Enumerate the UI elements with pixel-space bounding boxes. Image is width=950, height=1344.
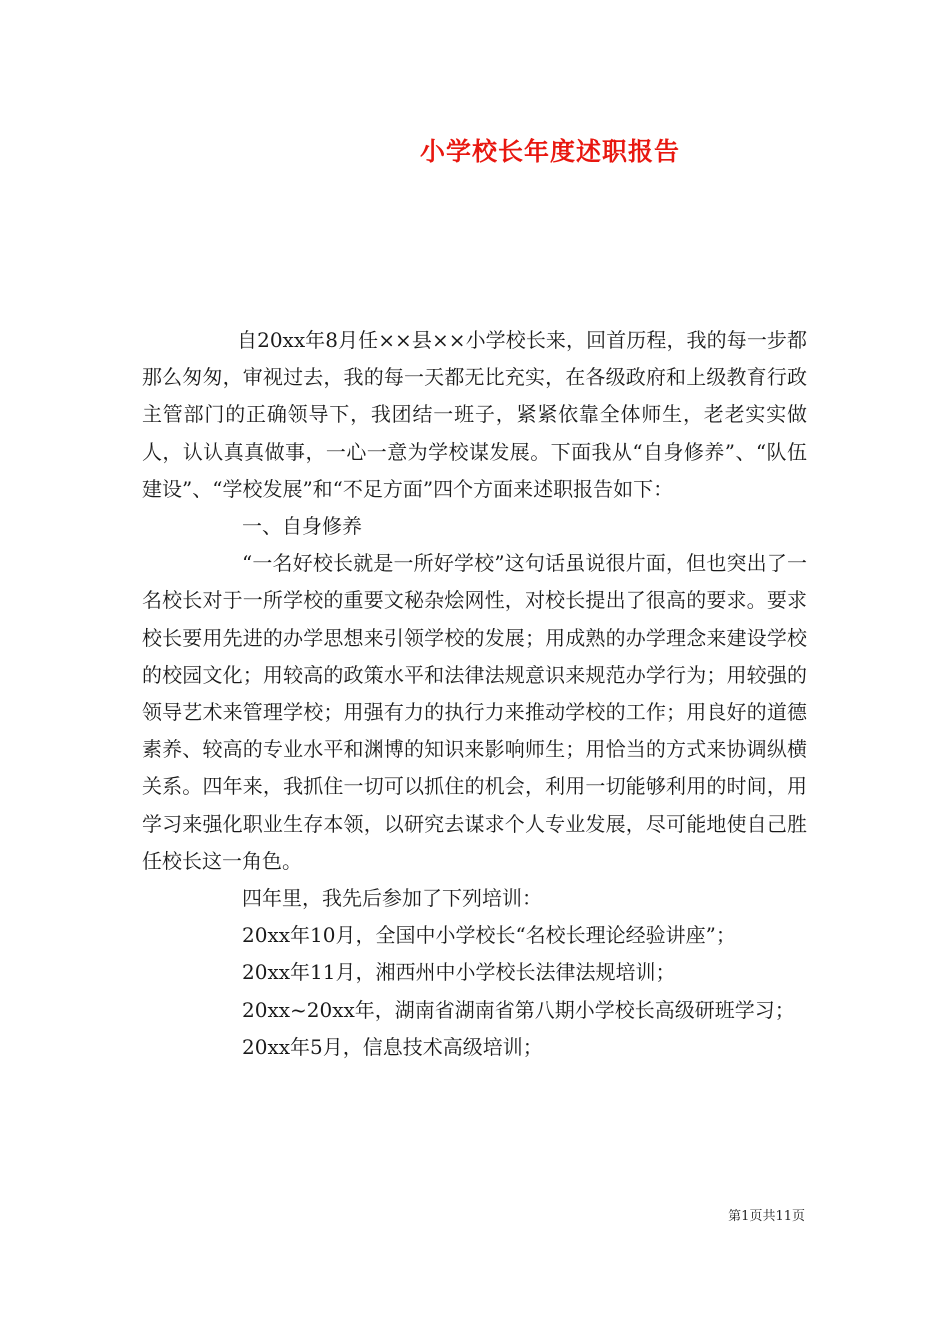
intro-paragraph: 自20xx年8月任××县××小学校长来，回首历程，我的每一步都那么匆匆，审视过去，我的每一天都无比充实，在各级政府和上级教育行政主管部门的正确领导下，我团结一班子，紧紧依靠全体师生，老老实实做人，认认真真做事，一心一意为学校谋发展。下面我从“自身修养”、“队伍建设”、“学校发展”和“不足方面”四个方面来述职报告如下： <box>142 328 807 501</box>
training-item: 20xx年5月，信息技术高级培训； <box>242 1034 543 1059</box>
page-number: 第1页共11页 <box>728 1209 805 1224</box>
training-item: 20xx~20xx年，湖南省湖南省第八期小学校长高级研班学习； <box>242 997 795 1022</box>
section-heading: 一、自身修养 <box>242 514 362 539</box>
document-body <box>142 322 807 1066</box>
training-item: 20xx年11月，湘西州中小学校长法律法规培训； <box>242 960 676 985</box>
training-item: 20xx年10月，全国中小学校长“名校长理论经验讲座”； <box>242 923 736 948</box>
document-title: 小学校长年度述职报告 <box>419 137 680 166</box>
training-intro: 四年里，我先后参加了下列培训： <box>242 886 542 911</box>
self-cultivation-paragraph: “一名好校长就是一所好学校”这句话虽说很片面，但也突出了一名校长对于一所学校的重要文秘杂烩网性，对校长提出了很高的要求。要求校长要用先进的办学思想来引领学校的发展；用成熟的办学理念来建设学校的校园文化；用较高的政策水平和法律法规意识来规范办学行为；用较强的领导艺术来管理学校；用强有力的执行力来推动学校的工作；用良好的道德素养、较高的专业水平和渊博的知识来影响师生；用恰当的方式来协调纵横关系。四年来，我抓住一切可以抓住的机会，利用一切能够利用的时间，用学习来强化职业生存本领，以研究去谋求个人专业发展，尽可能地使自己胜任校长这一角色。 <box>142 551 807 873</box>
